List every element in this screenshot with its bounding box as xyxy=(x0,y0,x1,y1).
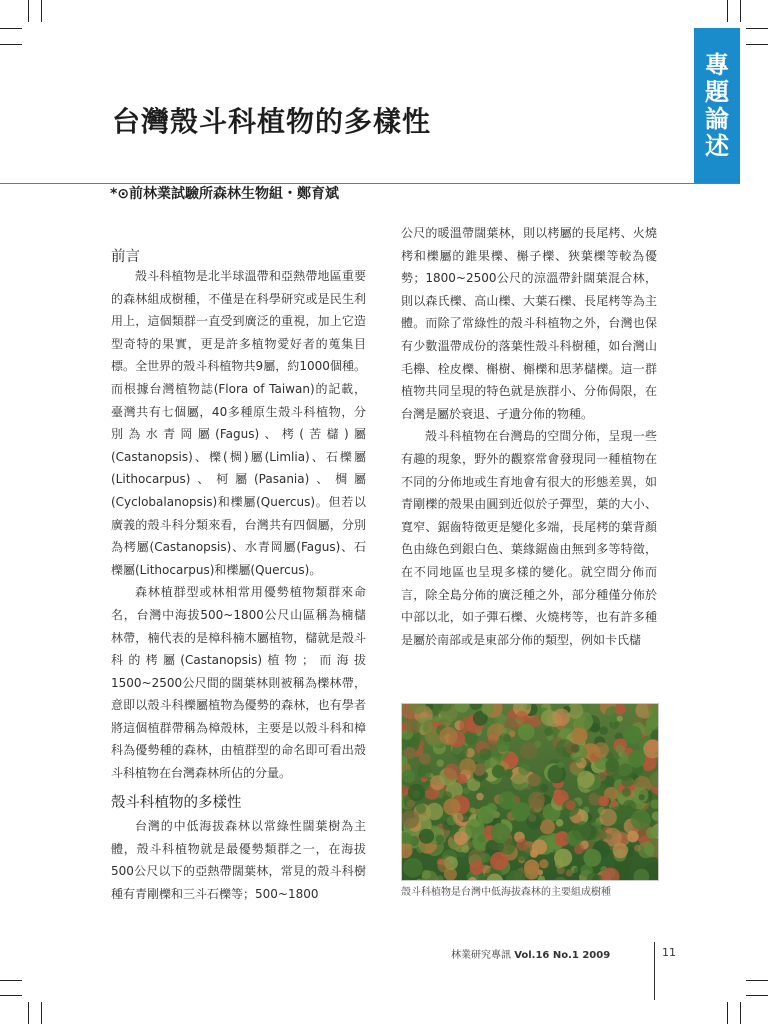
crop-mark xyxy=(746,995,768,996)
crop-mark xyxy=(746,28,768,29)
body-paragraph: 殼斗科植物在台灣島的空間分佈，呈現一些有趣的現象，野外的觀察常會發現同一種植物在不同的分佈地或生育地會有很大的形態差異，如青剛櫟的殼果由圓到近似於子彈型，葉的大小、寬窄、鋸齒特徵更是變化多端，長尾栲的葉背顏色由綠色到銀白色、葉緣鋸齒由無到多等特徵，在不同地區也呈現多樣的變化。就空間分佈而言，除全島分佈的廣泛種之外，部分種僅分佈於中部以北，如子彈石櫟、火燒栲等，也有許多種是屬於南部或是東部分佈的類型，例如卡氏櫧 xyxy=(401,429,657,647)
crop-mark xyxy=(0,980,22,981)
lower-left-column xyxy=(111,815,366,905)
heading-intro: 前言 xyxy=(111,249,140,265)
footer-journal xyxy=(451,946,610,961)
crop-mark xyxy=(0,995,22,996)
crop-mark xyxy=(28,1002,29,1024)
footer-rule xyxy=(654,942,655,1000)
crop-mark xyxy=(41,1002,42,1024)
section-tab xyxy=(694,28,740,184)
body-paragraph: 森林植群型或林相常用優勢植物類群來命名，台灣中海拔500~1800公尺山區稱為楠櫧林帶，楠代表的是樟科楠木屬植物，櫧就是殼斗科的栲屬(Castanopsis)植物；而海拔1500~2500公尺間的闊葉林則被稱為櫟林帶，意即以殼斗科櫟屬植物為優勢的森林，也有學者將這個植群帶稱為樟殼林，主要是以殼斗科和樟科為優勢種的森林，由植群型的命名即可看出殼斗科植物在台灣森林所佔的分量。 xyxy=(111,585,366,781)
section-tab-char: 專 xyxy=(705,51,729,79)
heading-diversity: 殼斗科植物的多樣性 xyxy=(111,795,242,811)
photo-caption: 殼斗科植物是台灣中低海拔森林的主要組成樹種 xyxy=(401,887,611,898)
author-line: *⊙前林業試驗所森林生物組・鄭育斌 xyxy=(110,186,340,202)
section-tab-char: 論 xyxy=(705,105,729,133)
crop-mark xyxy=(727,1002,728,1024)
body-paragraph: 殼斗科植物是北半球溫帶和亞熱帶地區重要的森林組成樹種，不僅是在科學研究或是民生利用上，這個類群一直受到廣泛的重視，加上它造型奇特的果實，更是許多植物愛好者的蒐集目標。全世界的殼斗科植物共9屬，約1000個種。而根據台灣植物誌(Flora of Taiwan)的記載，臺灣共有七個屬，40多種原生殼斗科植物，分別為水青岡屬(Fagus)、栲(苦櫧)屬(Castanopsis)、櫟(椆)屬(Limlia)、石櫟屬(Lithocarpus)、柯屬(Pasania)、椆屬(Cyclobalanopsis)和櫟屬(Quercus)。但若以廣義的殼斗科分類來看，台灣共有四個屬，分別為栲屬(Castanopsis)、水青岡屬(Fagus)、石櫟屬(Lithocarpus)和櫟屬(Quercus)。 xyxy=(111,269,366,577)
crop-mark xyxy=(746,980,768,981)
journal-issue: Vol.16 No.1 2009 xyxy=(514,950,611,961)
forest-canopy-image xyxy=(402,704,658,880)
right-column xyxy=(401,222,657,651)
crop-mark xyxy=(727,0,728,22)
crop-mark xyxy=(740,0,741,22)
crop-mark xyxy=(41,0,42,22)
body-paragraph: 公尺的暖溫帶闊葉林，則以栲屬的長尾栲、火燒栲和櫟屬的錐果櫟、槲子櫟、狹葉櫟等較為優勢；1800~2500公尺的涼溫帶針闊葉混合林，則以森氏櫟、高山櫟、大葉石櫟、長尾栲等為主體。而除了常綠性的殼斗科植物之外，台灣也保有少數溫帶成份的落葉性殼斗科樹種，如台灣山毛櫸、栓皮櫟、槲樹、槲櫟和思茅櫧櫟。這一群植物共同呈現的特色就是族群小、分佈侷限，在台灣是屬於衰退、孑遺分佈的物種。 xyxy=(401,226,657,421)
left-column xyxy=(111,265,366,785)
crop-mark xyxy=(0,44,22,45)
section-tab-char: 述 xyxy=(705,132,729,160)
crop-mark xyxy=(28,0,29,22)
section-tab-char: 題 xyxy=(705,78,729,106)
article-title: 台灣殼斗科植物的多樣性 xyxy=(112,105,432,138)
journal-name: 林業研究專訊 xyxy=(451,950,511,961)
crop-mark xyxy=(746,44,768,45)
crop-mark xyxy=(740,1002,741,1024)
forest-photo xyxy=(401,703,659,881)
body-paragraph: 台灣的中低海拔森林以常綠性闊葉樹為主體，殼斗科植物就是最優勢類群之一，在海拔500公尺以下的亞熱帶闊葉林，常見的殼斗科樹種有青剛櫟和三斗石櫟等；500~1800 xyxy=(111,819,366,901)
crop-mark xyxy=(0,28,22,29)
page-number: 11 xyxy=(662,946,676,959)
